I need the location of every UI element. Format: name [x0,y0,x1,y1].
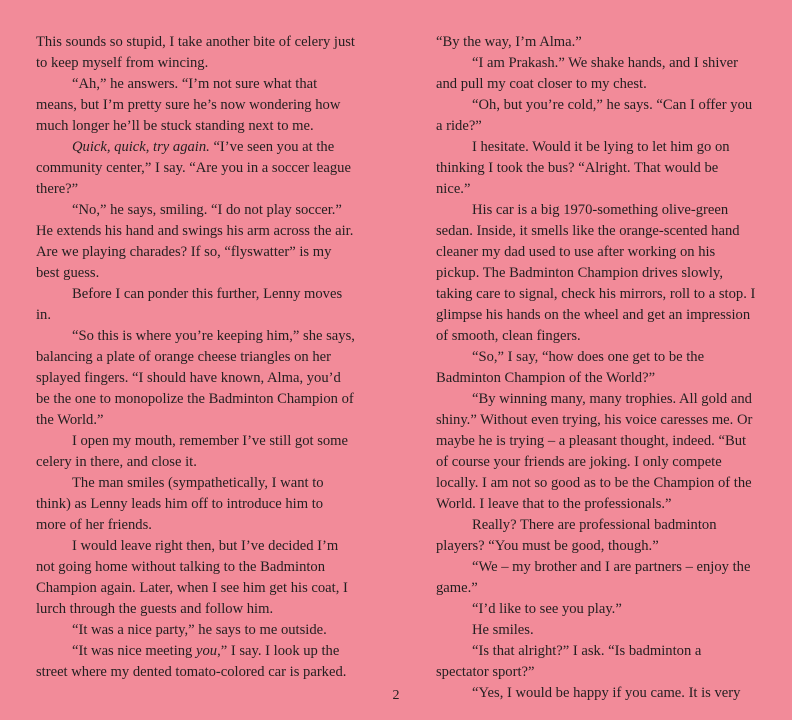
paragraph: “No,” he says, smiling. “I do not play soccer.” He extends his hand and swings his arm across the air. Are we playing charades? If so, “flyswatter” is my best guess. [36,202,354,281]
paragraph: Before I can ponder this further, Lenny moves in. [36,286,343,323]
italic-thought: Quick, quick, try again. [72,139,210,155]
paragraph: “Yes, I would be happy if you came. It is very [472,685,741,701]
paragraph: “I’d like to see you play.” [472,601,622,617]
page-number: 2 [392,688,400,703]
paragraph: Quick, quick, try again. “I’ve seen you at the community center,” I say. “Are you in a soccer league there?” [36,139,351,197]
paragraph: “It was a nice party,” he says to me outside. [72,622,327,638]
paragraph: The man smiles (sympathetically, I want to think) as Lenny leads him off to introduce him to more of her friends. [36,475,324,533]
paragraph: Really? There are professional badminton players? “You must be good, though.” [436,517,717,554]
paragraph: “It was nice meeting you,” I say. I look up the street where my dented tomato-colored car is parked. [36,643,347,680]
paragraph: “I am Prakash.” We shake hands, and I shiver and pull my coat closer to my chest. [436,55,739,92]
paragraph: “Is that alright?” I ask. “Is badminton a spectator sport?” [436,643,702,680]
paragraph: This sounds so stupid, I take another bite of celery just to keep myself from wincing. [36,34,355,71]
paragraph: I would leave right then, but I’ve decided I’m not going home without talking to the Badminton Champion again. Later, when I see him get his coat, I lurch through the guests and follow him. [36,538,348,617]
paragraph: His car is a big 1970-something olive-green sedan. Inside, it smells like the orange-scented hand cleaner my dad used to use after working on his pickup. The Badminton Champion drives slowly, taking care to signal, check his mirrors, roll to a stop. I glimpse his hands on the wheel and get an impression of smooth, clean fingers. [436,202,756,344]
paragraph: I open my mouth, remember I’ve still got some celery in there, and close it. [36,433,349,470]
paragraph: He smiles. [472,622,534,638]
paragraph: I hesitate. Would it be lying to let him go on thinking I took the bus? “Alright. That would be nice.” [436,139,730,197]
paragraph: “Oh, but you’re cold,” he says. “Can I offer you a ride?” [436,97,753,134]
paragraph: “So this is where you’re keeping him,” she says, balancing a plate of orange cheese triangles on her splayed fingers. “I should have known, Alma, you’d be the one to monopolize the Badminton Champion of the World.” [36,328,355,428]
italic-emphasis: you [196,643,218,659]
paragraph: “We – my brother and I are partners – enjoy the game.” [436,559,751,596]
paragraph: “Ah,” he answers. “I’m not sure what that means, but I’m pretty sure he’s now wondering how much longer he’ll be stuck standing next to me. [36,76,341,134]
right-text-column [436,32,756,704]
left-text-column [36,32,356,683]
paragraph: “So,” I say, “how does one get to be the Badminton Champion of the World?” [436,349,705,386]
paragraph: “By winning many, many trophies. All gold and shiny.” Without even trying, his voice caresses me. Or maybe he is trying – a pleasant thought, indeed. “But of course your friends are joking. I only compete locally. I am not so good as to be the Champion of the World. I leave that to the professionals.” [436,391,753,512]
paragraph: “By the way, I’m Alma.” [436,34,582,50]
